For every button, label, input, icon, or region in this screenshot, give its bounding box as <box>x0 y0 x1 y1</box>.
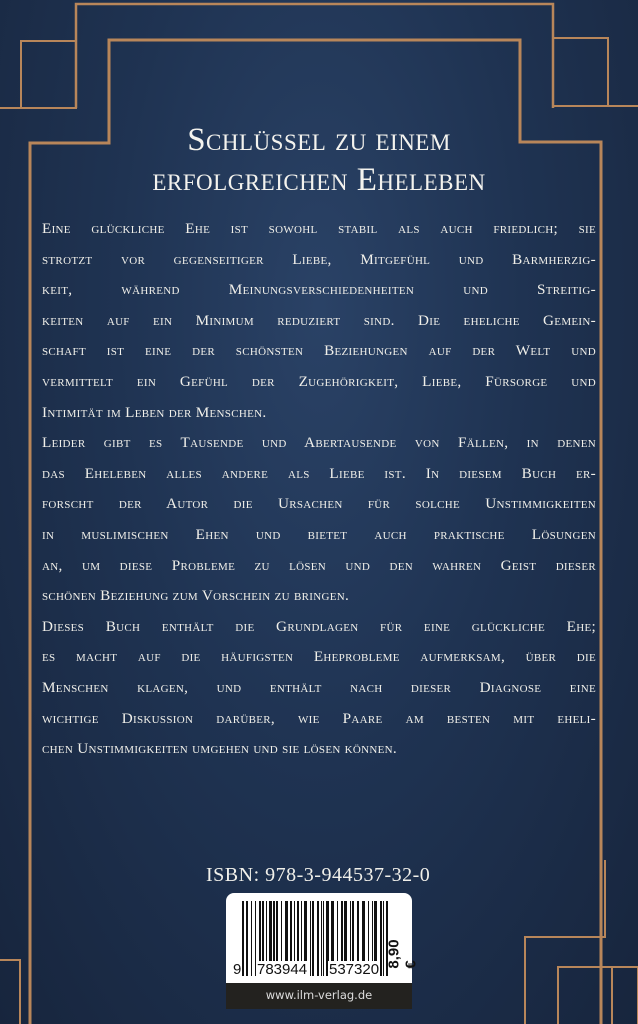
barcode-bar <box>312 901 314 976</box>
blurb-line: vermittelt ein Gefühl der Zugehörigkeit, Liebe, Fürsorge und <box>42 372 596 390</box>
blurb-line: Eine glückliche Ehe ist sowohl stabil als auch friedlich; sie <box>42 220 596 237</box>
blurb-text <box>42 214 596 765</box>
barcode-label <box>226 893 420 1009</box>
blurb-line: Menschen klagen, und enthält nach dieser Diagnose eine <box>42 678 596 696</box>
barcode-bar <box>321 901 322 976</box>
blurb-line: chen Unstimmigkeiten umgehen und sie lösen können. <box>42 740 398 758</box>
blurb-line: wichtige Diskussion darüber, wie Paare am besten mit eheli- <box>42 709 596 727</box>
blurb-line: es macht auf die häufigsten Eheprobleme aufmerksam, über die <box>42 648 596 666</box>
barcode-bar <box>317 901 319 976</box>
blurb-line: forscht der Autor die Ursachen für solche Unstimmigkeiten <box>42 495 596 513</box>
blurb-line: Leider gibt es Tausende und Abertausende von Fällen, in denen <box>42 434 596 452</box>
publisher-url: www.ilm-verlag.de <box>226 983 412 1009</box>
price: 8,90 € <box>385 939 420 969</box>
title-line-2: erfolgreichen Eheleben <box>152 162 486 198</box>
blurb-line: keit, während Meinungsverschiedenheiten und Streitig- <box>42 281 596 299</box>
barcode-bar <box>251 901 252 976</box>
barcode-bar <box>380 901 382 976</box>
blurb-line: strotzt vor gegenseitiger Liebe, Mitgefühl und Barmherzig- <box>42 250 596 268</box>
barcode-bar <box>383 901 384 976</box>
blurb-line: an, um diese Probleme zu lösen und den wahren Geist dieser <box>42 556 596 574</box>
barcode-bar <box>246 901 248 976</box>
barcode-bar <box>323 901 324 976</box>
blurb-line: in muslimischen Ehen und bietet auch praktische Lösungen <box>42 525 596 543</box>
blurb-line: Dieses Buch enthält die Grundlagen für eine glückliche Ehe; <box>42 617 596 635</box>
blurb-line: Intimität im Leben der Menschen. <box>42 403 267 421</box>
blurb-line: schönen Beziehung zum Vorschein zu bringen. <box>42 587 350 605</box>
blurb-line: schaft ist eine der schönsten Beziehungen auf der Welt und <box>42 342 596 360</box>
isbn: ISBN: 978-3-944537-32-0 <box>206 864 431 886</box>
barcode-group-2: 537320 <box>329 961 380 978</box>
book-title <box>0 120 638 200</box>
blurb-line: das Eheleben alles andere als Liebe ist. In diesem Buch er- <box>42 464 596 482</box>
barcode-bar <box>310 901 311 976</box>
blurb-line: keiten auf ein Minimum reduziert sind. Die eheliche Gemein- <box>42 311 596 329</box>
barcode-first-digit: 9 <box>233 961 242 978</box>
barcode-group-1: 783944 <box>257 961 308 978</box>
title-line-1: Schlüssel zu einem <box>187 122 451 158</box>
